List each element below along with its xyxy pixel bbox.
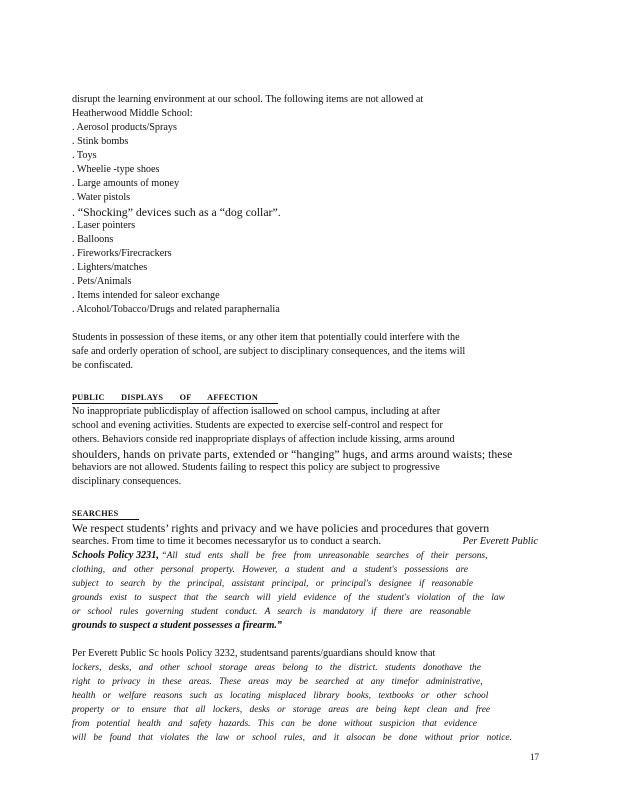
searches-heading: SEARCHES [72,508,139,520]
policy-quote-line: grounds to suspect a student possesses a firearm.” [72,620,283,631]
search-intro-text: searches. From time to time it becomes necessaryfor us to conduct a search. [72,536,381,547]
list-item: . “Shocking” devices such as a “dog collar”. [72,205,281,219]
list-item: . Toys [72,150,97,161]
paragraph-line: shoulders, hands on private parts, extended or “hanging” hugs, and arms around waists; these [72,447,513,461]
list-item: . Large amounts of money [72,178,180,189]
paragraph-line: be confiscated. [72,360,134,371]
policy-3232-section [72,647,538,745]
list-item: . Laser pointers [72,220,136,231]
paragraph-line: behaviors are not allowed. Students failing to respect this policy are subject to progressive [72,462,440,473]
policy-quote-line: lockers, desks, and other school storage areas belong to the district. students donothave the [72,663,481,673]
policy-quote-line: right to privacy in these areas. These areas may be searched at any timefor administrative, [72,677,483,687]
list-item: . Balloons [72,234,114,245]
paragraph-line: school and evening activities. Students are expected to exercise self-control and respect for [72,420,443,431]
pda-section [72,391,538,489]
paragraph-line: Per Everett Public Sc hools Policy 3232, studentsand parents/guardians should know that [72,648,436,659]
list-item: . Lighters/matches [72,262,148,273]
pda-heading: PUBLIC DISPLAYS OF AFFECTION [72,392,278,404]
policy-reference: Schools Policy 3231, [72,550,159,561]
paragraph-line: disciplinary consequences. [72,476,182,487]
intro-line-1: disrupt the learning environment at our school. The following items are not allowed at [72,94,424,105]
list-item: . Aerosol products/Sprays [72,122,177,133]
list-item: . Items intended for saleor exchange [72,290,220,301]
paragraph-line: No inappropriate publicdisplay of affection isallowed on school campus, including at after [72,406,441,417]
list-item: . Water pistols [72,192,131,203]
policy-quote-line: subject to search by the principal, assistant principal, or principal's designee if reasonable [72,579,473,589]
policy-quote-line: will be found that violates the law or school rules, and it alsocan be done without prior notice. [72,733,512,743]
policy-quote-line: clothing, and other personal property. However, a student and a student's possessions are [72,565,468,575]
list-item: . Wheelie -type shoes [72,164,160,175]
paragraph-line: others. Behaviors conside red inappropriate displays of affection include kissing, arms around [72,434,455,445]
policy-quote-line: from potential health and safety hazards. This can be done without suspicion that evidence [72,719,477,729]
paragraph-line: safe and orderly operation of school, are subject to disciplinary consequences, and the items will [72,346,466,357]
list-item: . Stink bombs [72,136,129,147]
page-number: 17 [530,752,539,762]
list-item: . Pets/Animals [72,276,132,287]
policy-quote-text: “All stud ents shall be free from unreasonable searches of their persons, [161,551,488,561]
paragraph-line [72,535,538,549]
list-item: . Alcohol/Tobacco/Drugs and related paraphernalia [72,304,280,315]
policy-reference: Per Everett Public [462,536,538,547]
searches-section [72,507,538,633]
paragraph-line: We respect students’ rights and privacy and we have policies and procedures that govern [72,521,490,535]
intro-line-2: Heatherwood Middle School: [72,108,193,119]
list-item: . Fireworks/Firecrackers [72,248,172,259]
prohibited-items-list [72,121,538,317]
policy-quote-line: or school rules governing student conduct. A search is mandatory if there are reasonable [72,607,471,617]
policy-quote-line: property or to ensure that all lockers, desks or storage areas are being kept clean and free [72,705,491,715]
possession-paragraph [72,331,538,373]
policy-quote-line: grounds exist to suspect that the search will yield evidence of the student's violation of the law [72,593,505,603]
paragraph-line: Students in possession of these items, or any other item that potentially could interfere with the [72,332,460,343]
page-content [72,93,538,745]
policy-quote-line: health or welfare reasons such as locating misplaced library books, textbooks or other school [72,691,489,701]
paragraph-line [72,549,538,563]
